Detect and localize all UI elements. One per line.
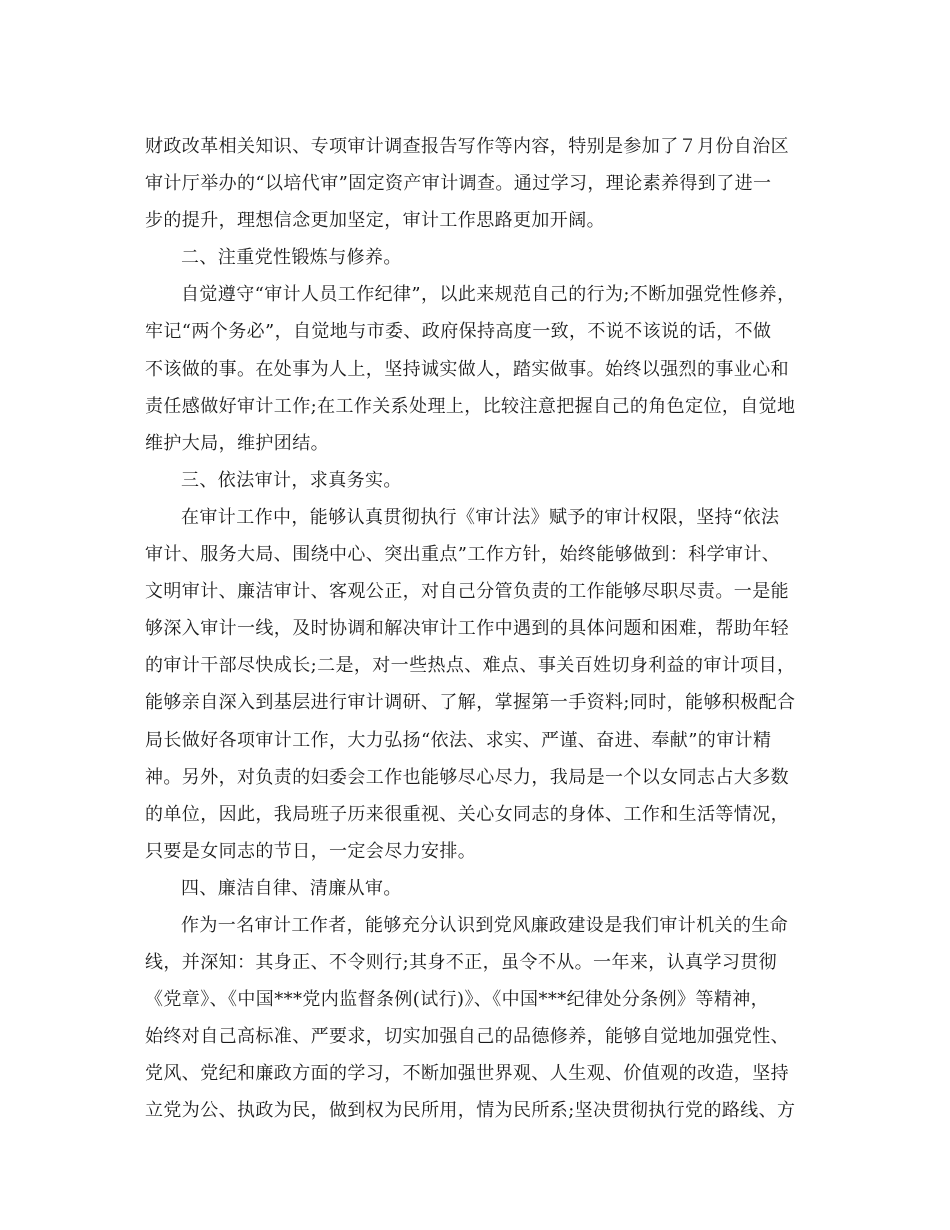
- text-line: 神。另外，对负责的妇委会工作也能够尽心尽力，我局是一个以女同志占大多数: [145, 766, 789, 788]
- text-line: 不该做的事。在处事为人上，坚持诚实做人，踏实做事。始终以强烈的事业心和: [145, 358, 789, 380]
- text-line: 够深入审计一线，及时协调和解决审计工作中遇到的具体问题和困难，帮助年轻: [145, 618, 789, 640]
- text-line: 立党为公、执政为民，做到权为民所用，情为民所系;坚决贯彻执行党的路线、方: [145, 1100, 796, 1122]
- text-line: 审计厅举办的“以培代审”固定资产审计调查。通过学习，理论素养得到了进一: [145, 173, 772, 195]
- text-line: 责任感做好审计工作;在工作关系处理上，比较注意把握自己的角色定位，自觉地: [145, 395, 796, 417]
- text-line: 文明审计、廉洁审计、客观公正，对自己分管负责的工作能够尽职尽责。一是能: [145, 581, 789, 603]
- text-line: 始终对自己高标准、严要求，切实加强自己的品德修养，能够自觉地加强党性、: [145, 1026, 789, 1048]
- text-line: 《党章》、《中国***党内监督条例(试行)》、《中国***纪律处分条例》等精神，: [145, 989, 770, 1011]
- document-body: [145, 128, 815, 1130]
- text-line: 能够亲自深入到基层进行审计调研、了解，掌握第一手资料;同时，能够积极配合: [145, 692, 796, 714]
- text-line: 的单位，因此，我局班子历来很重视、关心女同志的身体、工作和生活等情况，: [145, 803, 789, 825]
- text-line: 线，并深知：其身正、不令则行;其身不正，虽令不从。一年来，认真学习贯彻: [145, 952, 778, 974]
- text-line: 二、注重党性锻炼与修养。: [181, 247, 402, 269]
- text-line: 牢记“两个务必”，自觉地与市委、政府保持高度一致，不说不该说的话，不做: [145, 321, 772, 343]
- text-line: 审计、服务大局、围绕中心、突出重点”工作方针，始终能够做到：科学审计、: [145, 544, 781, 566]
- text-line: 作为一名审计工作者，能够充分认识到党风廉政建设是我们审计机关的生命: [181, 914, 789, 936]
- text-line: 的审计干部尽快成长;二是，对一些热点、难点、事关百姓切身利益的审计项目，: [145, 655, 796, 677]
- text-line: 在审计工作中，能够认真贯彻执行《审计法》赋予的审计权限，坚持“依法: [181, 506, 780, 528]
- text-line: 党风、党纪和廉政方面的学习，不断加强世界观、人生观、价值观的改造，坚持: [145, 1063, 789, 1085]
- text-line: 维护大局，维护团结。: [145, 432, 329, 454]
- text-line: 只要是女同志的节日，一定会尽力安排。: [145, 840, 477, 862]
- text-line: 局长做好各项审计工作，大力弘扬“依法、求实、严谨、奋进、奉献”的审计精: [145, 729, 772, 751]
- text-line: 步的提升，理想信念更加坚定，审计工作思路更加开阔。: [145, 210, 605, 232]
- text-line: 自觉遵守“审计人员工作纪律”，以此来规范自己的行为;不断加强党性修养，: [181, 284, 796, 306]
- text-line: 三、依法审计，求真务实。: [181, 469, 402, 491]
- text-line: 财政改革相关知识、专项审计调查报告写作等内容，特别是参加了７月份自治区: [145, 136, 789, 157]
- text-line: 四、廉洁自律、清廉从审。: [181, 877, 402, 899]
